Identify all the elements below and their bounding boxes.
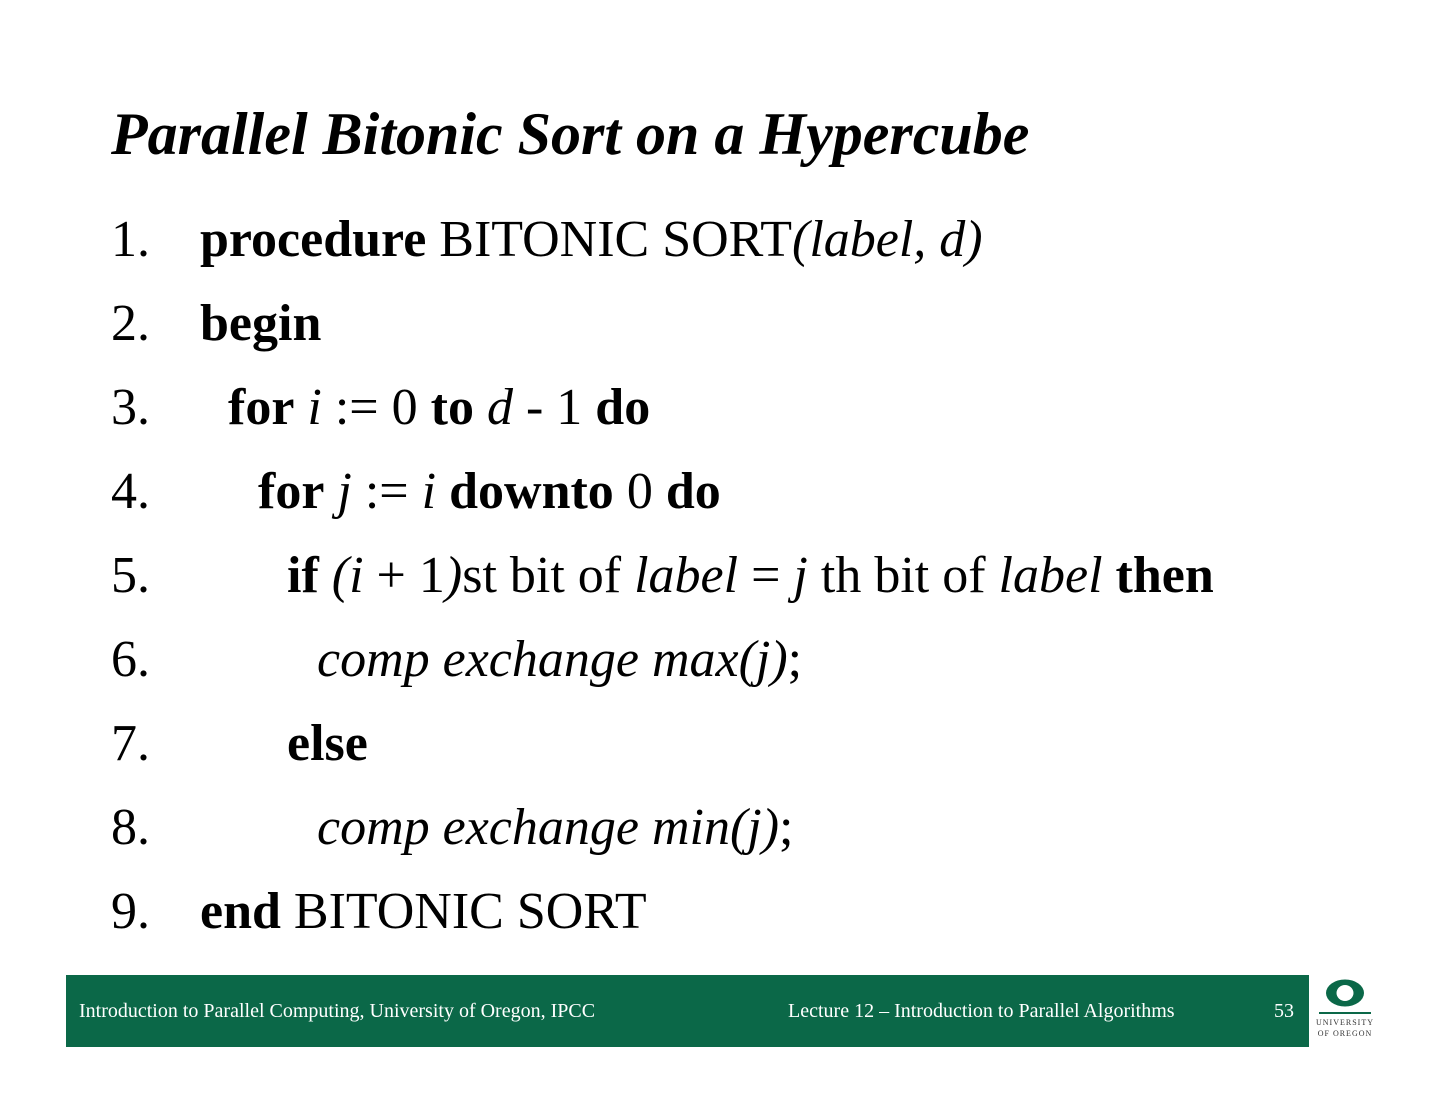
line-body — [287, 702, 368, 786]
zero: 0 — [613, 463, 666, 520]
slide-title: Parallel Bitonic Sort on a Hypercube — [111, 101, 1030, 167]
st-bit-of: st bit of — [462, 547, 635, 604]
footer-lecture-title: Lecture 12 – Introduction to Parallel Algorithms — [788, 1000, 1175, 1022]
line-number: 2. — [111, 295, 150, 352]
footer-page-number: 53 — [1274, 1000, 1294, 1022]
line-number: 4. — [111, 463, 150, 520]
logo-text-of-oregon: OF OREGON — [1317, 1029, 1373, 1038]
variable-i: i — [307, 379, 322, 436]
procedure-params: (label, d) — [792, 211, 983, 268]
line-body — [200, 198, 983, 282]
line-number: 5. — [111, 547, 150, 604]
line-body — [200, 870, 647, 954]
keyword-to: to — [430, 379, 474, 436]
variable-label: label — [998, 547, 1103, 604]
line-body — [287, 534, 1214, 618]
keyword-do: do — [595, 379, 651, 436]
paren-close: ) — [444, 547, 463, 604]
keyword-else: else — [287, 715, 368, 772]
variable-d: d — [486, 379, 513, 436]
plus-one: + 1 — [363, 547, 445, 604]
line-number: 3. — [111, 379, 150, 436]
line-number: 7. — [111, 715, 150, 772]
variable-label: label — [634, 547, 739, 604]
function-call: comp exchange min(j) — [317, 799, 780, 856]
keyword-then: then — [1115, 547, 1214, 604]
line-body — [317, 618, 802, 702]
oregon-o-icon — [1323, 977, 1367, 1009]
line-body — [317, 786, 794, 870]
line-number: 6. — [111, 631, 150, 688]
keyword-for: for — [258, 463, 325, 520]
variable-i: i — [349, 547, 364, 604]
line-body — [258, 450, 721, 534]
variable-i: i — [421, 463, 437, 520]
line-number: 9. — [111, 883, 150, 940]
keyword-end: end — [200, 883, 281, 940]
variable-j: j — [337, 463, 352, 520]
line-body — [200, 282, 321, 366]
logo-text-university: UNIVERSITY — [1316, 1018, 1374, 1027]
th-bit-of: th bit of — [807, 547, 999, 604]
minus-one: - 1 — [512, 379, 596, 436]
assignment: := 0 — [321, 379, 431, 436]
line-number: 8. — [111, 799, 150, 856]
keyword-procedure: procedure — [200, 211, 427, 268]
assignment: := — [351, 463, 422, 520]
line-number: 1. — [111, 211, 150, 268]
keyword-downto: downto — [449, 463, 614, 520]
university-of-oregon-logo — [1310, 975, 1380, 1047]
procedure-name: BITONIC SORT — [280, 883, 647, 940]
keyword-do: do — [665, 463, 721, 520]
footer-course-title: Introduction to Parallel Computing, University of Oregon, IPCC — [79, 1000, 596, 1022]
logo-rule — [1319, 1012, 1371, 1014]
procedure-name: BITONIC SORT — [426, 211, 793, 268]
footer-bar — [66, 975, 1309, 1047]
semicolon: ; — [779, 799, 794, 856]
equals: = — [738, 547, 794, 604]
variable-j: j — [793, 547, 808, 604]
line-body — [228, 366, 650, 450]
function-call: comp exchange max(j) — [317, 631, 788, 688]
keyword-begin: begin — [200, 295, 322, 352]
keyword-if: if — [287, 547, 319, 604]
keyword-for: for — [228, 379, 295, 436]
paren-open: ( — [331, 547, 350, 604]
semicolon: ; — [787, 631, 803, 688]
